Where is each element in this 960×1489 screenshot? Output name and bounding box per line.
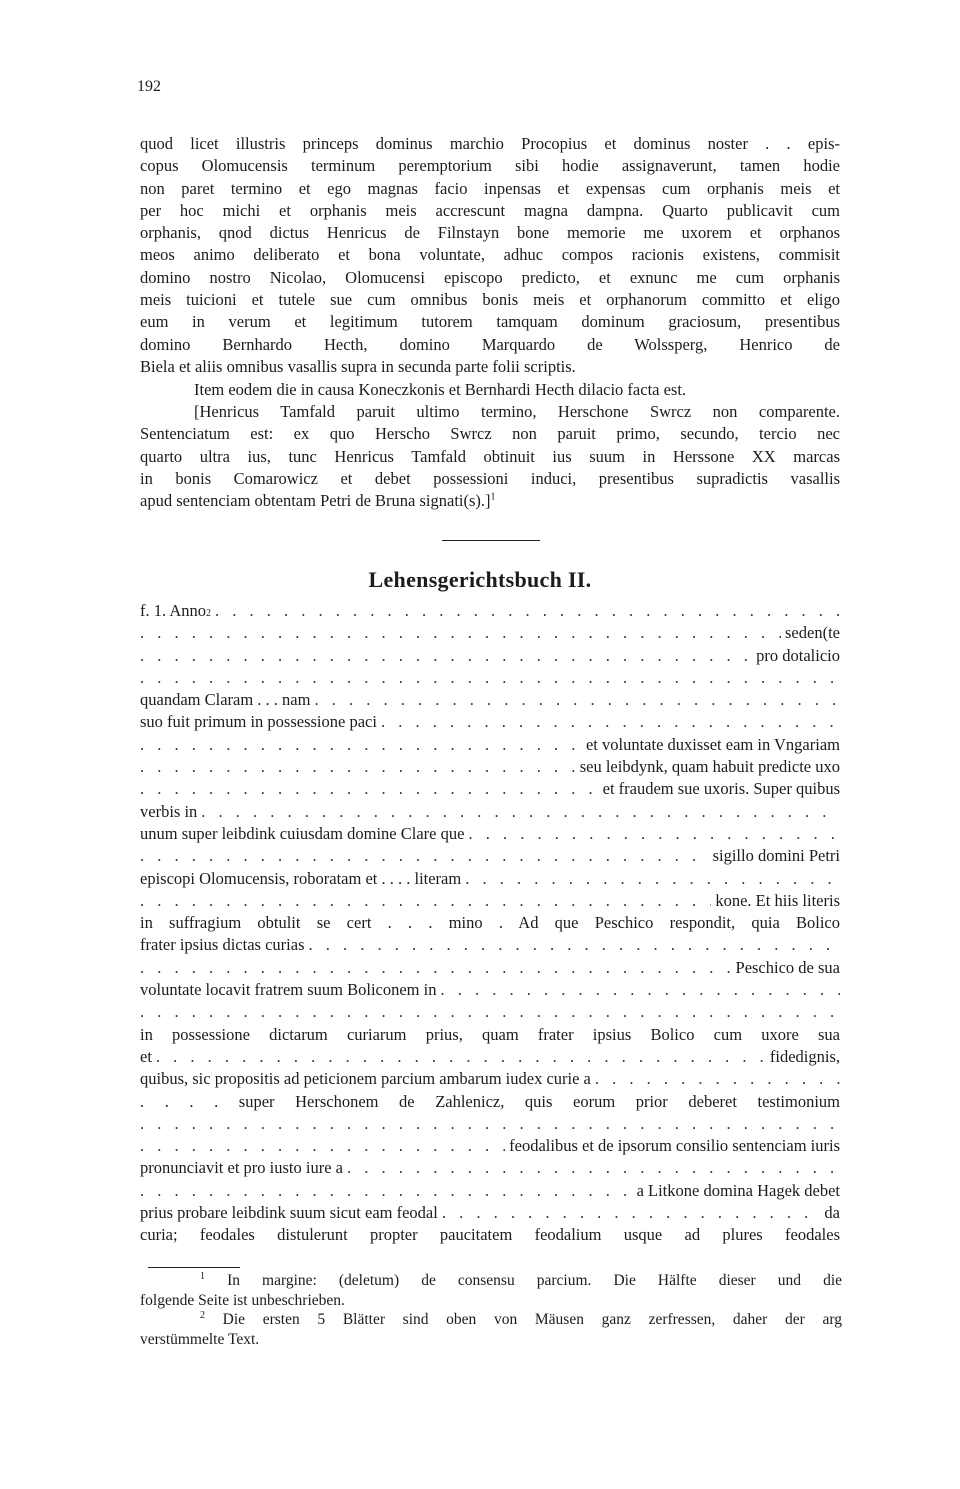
fragment-line (140, 667, 840, 689)
fragment-text-lead: unum super leibdink cuiusdam domine Clare que (140, 823, 465, 843)
fragment-text-lead: verbis in (140, 801, 198, 821)
fragment-line (140, 868, 840, 890)
lacuna-dots (215, 600, 840, 622)
footnote-1-line1: In margine: (deletum) de consensu parcium. Die Hälfte dieser und die (227, 1272, 843, 1289)
paragraph-procopius-line: eum in verum et legitimum tutorem tamquam dominum graciosum, presentibus (140, 312, 840, 332)
fragment-line (140, 957, 840, 979)
lacuna-dots (140, 645, 752, 667)
paragraph-procopius-line: copus Olomucensis terminum peremptorium sibi hodie assignaverunt, tamen hodie (140, 156, 840, 176)
fragment-line (140, 1157, 840, 1179)
lacuna-dots (347, 1157, 840, 1179)
fragment-text: curia; feodales distulerunt propter paucitatem feodalium usque ad plures feodales (140, 1225, 840, 1245)
lacuna-dots (140, 1001, 840, 1023)
fragment-text-tail: fidedignis, (769, 1046, 840, 1066)
fragment-line (140, 622, 840, 644)
fragment-text-tail: sigillo domini Petri (712, 846, 840, 866)
fragment-line (140, 1068, 840, 1090)
fragment-line (140, 912, 840, 934)
fragment-text-lead: prius probare leibdink suum sicut eam feodal (140, 1203, 438, 1223)
lacuna-dots (465, 868, 840, 890)
fragment-text-lead: quibus, sic propositis ad peticionem parcium ambarum iudex curie a (140, 1069, 591, 1089)
fragment-line (140, 934, 840, 956)
fragment-line (140, 734, 840, 756)
paragraph-procopius-line: non paret termino et ego magnas facio inpensas et expensas cum orphanis meis et (140, 178, 840, 198)
lacuna-dots (381, 711, 840, 733)
footnote-1-cont: folgende Seite ist unbeschrieben. (140, 1291, 345, 1309)
footnote-ref-1: 1 (490, 491, 496, 503)
footnote-1 (140, 1271, 842, 1291)
fragment-line: f. 1. Anno 2 . . . (140, 600, 840, 622)
fragment-line (140, 645, 840, 667)
footnote-divider (148, 1267, 240, 1268)
fragmentary-text-block (140, 600, 840, 1247)
paragraph-tamfald-line: [Henricus Tamfald paruit ultimo termino, Herschone Swrcz non comparente. (194, 402, 840, 421)
lacuna-dots (156, 1046, 766, 1068)
fragment-text-tail: et fraudem sue uxoris. Super quibus (602, 779, 840, 799)
fragment-text: in suffragium obtulit se cert . . . mino . Ad que Peschico respondit, quia Bolico (140, 913, 840, 933)
lacuna-dots (440, 979, 840, 1001)
paragraph-procopius-line: meos animo deliberato et bona voluntate, adhuc compos racionis existens, commisit (140, 245, 840, 265)
lacuna-dots (314, 689, 840, 711)
paragraph-procopius-line: per hoc michi et orphanis meis accrescunt magna dampna. Quarto publicavit cum (140, 200, 840, 220)
fragment-text-lead: f. 1. Anno (140, 601, 206, 620)
lacuna-dots (140, 778, 599, 800)
fragment-line (140, 1224, 840, 1246)
fragment-line (140, 979, 840, 1001)
paragraph-procopius-line: quod licet illustris princeps dominus marchio Procopius et dominus noster . . epis- (140, 134, 840, 153)
lacuna-dots (308, 934, 840, 956)
fragment-line (140, 778, 840, 800)
fragment-text-tail: seden(te (785, 623, 840, 643)
fragment-text-tail: da (824, 1203, 840, 1223)
footnote-1-mark: 1 (200, 1270, 205, 1282)
lacuna-dots (140, 667, 840, 689)
footnote-2 (140, 1310, 842, 1330)
paragraph-tamfald-line: Sentenciatum est: ex quo Herscho Swrcz non paruit primo, secundo, tercio nec (140, 424, 840, 444)
paragraph-procopius-line: domino Bernhardo Hecth, domino Marquardo de Wolssperg, Henrico de (140, 334, 840, 354)
fragment-line (140, 845, 840, 867)
fragment-text-lead: episcopi Olomucensis, roboratam et . . . . literam (140, 868, 462, 888)
lacuna-dots (140, 1113, 840, 1135)
paragraph-tamfald-line (140, 490, 840, 512)
fragment-line (140, 689, 840, 711)
fragment-line (140, 890, 840, 912)
paragraph-dilacio-text: Item eodem die in causa Koneczkonis et Bernhardi Hecth dilacio facta est. (194, 380, 687, 399)
fragment-line (140, 1202, 840, 1224)
paragraph-tamfald-line-text: apud sentenciam obtentam Petri de Bruna signati(s).] (140, 491, 491, 511)
paragraph-procopius-line: meis tuicioni et tutele sue cum omnibus bonis meis et orphanorum committo et eligo (140, 290, 840, 310)
fragment-line (140, 1180, 840, 1202)
fragment-line (140, 1024, 840, 1046)
paragraph-procopius-line: domino nostro Nicolao, Olomucensi episcopo predicto, et exnunc me cum orphanis (140, 267, 840, 287)
lacuna-dots (140, 890, 711, 912)
lacuna-dots (140, 1135, 505, 1157)
lacuna-dots (595, 1068, 840, 1090)
fragment-line (140, 823, 840, 845)
fragment-text-tail: a Litkone domina Hagek debet (636, 1180, 840, 1200)
fragment-text-tail: kone. Et hiis literis (715, 890, 840, 910)
fragment-text-lead: voluntate locavit fratrem suum Boliconem in (140, 980, 437, 1000)
fragment-text-lead: suo fuit primum in possessione paci (140, 712, 377, 732)
fragment-line (140, 1135, 840, 1157)
fragment-text-lead: quandam Claram . . . nam (140, 690, 311, 710)
lacuna-dots (140, 1180, 633, 1202)
paragraph-tamfald (140, 401, 840, 512)
fragment-text-tail: feodalibus et de ipsorum consilio sentenciam iuris (509, 1136, 840, 1156)
paragraph-tamfald-line: in bonis Comarowicz et debet possessioni induci, presentibus supradictis vasallis (140, 468, 840, 488)
footnotes (140, 1271, 842, 1349)
lacuna-dots (140, 957, 732, 979)
fragment-text-lead: et (140, 1046, 152, 1066)
paragraph-procopius (140, 133, 840, 378)
lacuna-dots (201, 801, 840, 823)
paragraph-procopius-line: Biela et aliis omnibus vasallis supra in secunda parte folii scriptis. (140, 356, 576, 376)
fragment-text: in possessione dictarum curiarum prius, quam frater ipsius Bolico cum uxore sua (140, 1024, 840, 1044)
footnote-2-cont: verstümmelte Text. (140, 1330, 260, 1348)
section-divider (442, 540, 540, 541)
lacuna-dots (140, 756, 576, 778)
section-heading: Lehensgerichtsbuch II. (368, 567, 592, 592)
fragment-line (140, 801, 840, 823)
fragment-text-tail: pro dotalicio (756, 645, 840, 665)
fragment-text-lead: frater ipsius dictas curias (140, 935, 305, 955)
lacuna-dots (442, 1202, 821, 1224)
fragment-line (140, 1046, 840, 1068)
lacuna-dots (140, 845, 709, 867)
paragraph-procopius-line: orphanis, qnod dictus Henricus de Filnstayn bone memorie me uxorem et orphanos (140, 223, 840, 243)
lacuna-dots (468, 823, 840, 845)
fragment-text: . . . . super Herschonem de Zahlenicz, quis eorum prior deberet testimonium (140, 1091, 840, 1111)
fragment-line (140, 1113, 840, 1135)
lacuna-dots (140, 622, 781, 644)
fragment-line (140, 1091, 840, 1113)
page-number: 192 (137, 78, 161, 95)
fragment-line (140, 756, 840, 778)
fragment-text-tail: et voluntate duxisset eam in Vngariam (585, 734, 840, 754)
footnote-2-mark: 2 (200, 1309, 205, 1321)
footnote-2-line1: Die ersten 5 Blätter sind oben von Mäusen ganz zerfressen, daher der arg (222, 1311, 842, 1328)
lacuna-dots (140, 734, 582, 756)
fragment-text-tail: Peschico de sua (735, 957, 840, 977)
fragment-text-tail: seu leibdynk, quam habuit predicte uxo (579, 757, 840, 777)
paragraph-dilacio (140, 379, 840, 401)
fragment-text-lead: pronunciavit et pro iusto iure a (140, 1158, 343, 1178)
paragraph-tamfald-line: quarto ultra ius, tunc Henricus Tamfald obtinuit ius suum in Herssone XX marcas (140, 446, 840, 466)
fragment-line (140, 711, 840, 733)
fragment-line (140, 1001, 840, 1023)
